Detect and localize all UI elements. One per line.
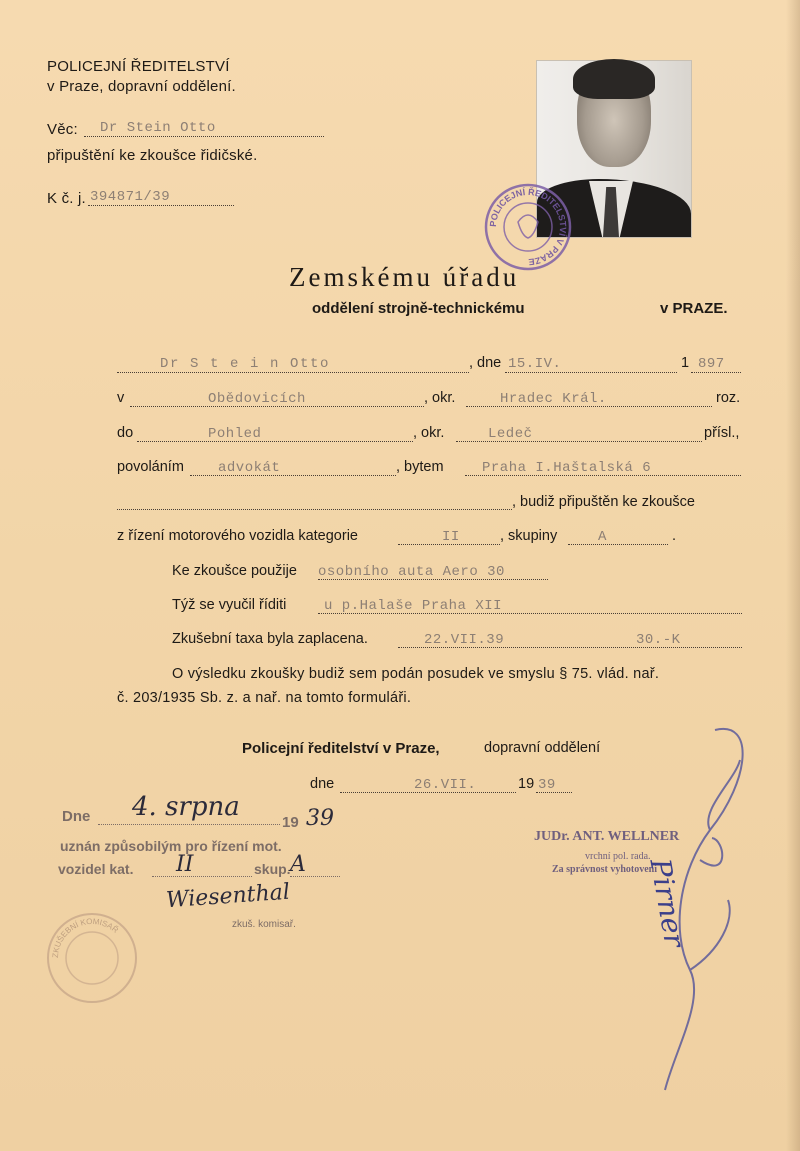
- issue-date-label: dne: [310, 776, 335, 792]
- vec-value: Dr Stein Otto: [100, 120, 216, 136]
- official-title: vrchní pol. rada.: [585, 851, 651, 862]
- born-label: roz.: [716, 390, 741, 406]
- police-seal-stamp: [483, 182, 573, 272]
- domicile-label: do: [117, 425, 134, 441]
- subject-line: připuštění ke zkoušce řidičské.: [47, 147, 258, 164]
- admission-text: , budiž připuštěn ke zkoušce: [512, 494, 695, 510]
- birth-date: 15.IV.: [508, 356, 562, 372]
- vec-line: [84, 136, 324, 137]
- examiner-signature: Wiesenthal: [165, 879, 291, 914]
- examiner-round-stamp: [44, 910, 140, 1006]
- office-name: POLICEJNÍ ŘEDITELSTVÍ: [47, 58, 230, 75]
- issue-year-prefix: 19: [518, 776, 535, 792]
- birth-year-prefix: 1: [681, 355, 690, 371]
- exam-date-line: [98, 824, 280, 825]
- domicile-line: [137, 441, 413, 442]
- district-label: , okr.: [424, 390, 456, 406]
- citizenship-label: přísl.,: [704, 425, 740, 441]
- exam-qualified-text: uznán způsobilým pro řízení mot.: [60, 838, 282, 854]
- vec-label: Věc:: [47, 121, 78, 138]
- round-stamp-text: ZKUŠEBNÍ KOMISAŘ: [50, 916, 120, 959]
- birth-year: 897: [698, 356, 725, 372]
- birthplace: Obědovicích: [208, 391, 306, 407]
- fee-label: Zkušební taxa byla zaplacena.: [172, 631, 368, 647]
- fee-date: 22.VII.39: [424, 632, 505, 648]
- birthplace-label: v: [117, 390, 125, 406]
- addressee-city: v PRAZE.: [660, 300, 728, 317]
- occupation: advokát: [218, 460, 281, 476]
- trained-by: u p.Halaše Praha XII: [324, 598, 503, 614]
- police-seal-text: POLICEJNÍ ŘEDITELSTVÍ V PRAZE: [487, 186, 569, 268]
- applicant-name: Dr S t e i n Otto: [160, 356, 331, 372]
- trained-by-label: Týž se vyučil říditi: [172, 597, 287, 613]
- official-note: Za správnost vyhotovení: [552, 864, 658, 875]
- domicile: Pohled: [208, 426, 262, 442]
- official-signature: Pirner: [643, 856, 692, 950]
- domicile-district-label: , okr.: [413, 425, 445, 441]
- vehicle-group: A: [598, 529, 607, 545]
- birth-date-line: [505, 372, 677, 373]
- exam-date: 4. srpna: [132, 792, 240, 822]
- residence-label: , bytem: [396, 459, 444, 475]
- exam-group: A: [290, 852, 306, 877]
- vehicle-category-label: z řízení motorového vozidla kategorie: [117, 528, 358, 544]
- examiner-label: zkuš. komisař.: [232, 919, 296, 930]
- exam-group-label: skup.: [254, 861, 291, 877]
- district: Hradec Král.: [500, 391, 607, 407]
- reference-line: [88, 205, 234, 206]
- group-period: .: [672, 528, 677, 544]
- vehicle-used: osobního auta Aero 30: [318, 564, 505, 580]
- exam-date-label: Dne: [62, 808, 91, 825]
- exam-year-prefix: 19: [282, 814, 299, 831]
- vehicle-category: II: [442, 529, 460, 545]
- birth-year-line: [691, 372, 741, 373]
- svg-text:ZKUŠEBNÍ KOMISAŘ: [51, 917, 120, 958]
- office-department: v Praze, dopravní oddělení.: [47, 78, 236, 95]
- reference-number: 394871/39: [90, 189, 171, 205]
- reference-label: K č. j.: [47, 190, 86, 207]
- name-line: [117, 372, 469, 373]
- assessment-line-1: O výsledku zkoušky budiž sem podán posudek ve smyslu § 75. vlád. nař.: [172, 666, 660, 682]
- addressee-department: oddělení strojně-technickému: [312, 300, 525, 317]
- exam-category-line: [152, 876, 252, 877]
- occupation-label: povoláním: [117, 459, 184, 475]
- blank-line: [117, 509, 512, 510]
- exam-year: 39: [306, 806, 334, 831]
- group-label: , skupiny: [500, 528, 558, 544]
- exam-category: II: [176, 852, 194, 877]
- issue-year: 39: [538, 777, 556, 793]
- paper-edge-shadow: [786, 0, 800, 1151]
- vehicle-used-label: Ke zkoušce použije: [172, 563, 297, 579]
- official-name: JUDr. ANT. WELLNER: [534, 829, 680, 844]
- domicile-district: Ledeč: [488, 426, 533, 442]
- svg-text:POLICEJNÍ ŘEDITELSTVÍ V PRAZE: [488, 186, 568, 267]
- issuer-name: Policejní ředitelství v Praze,: [242, 740, 440, 757]
- exam-category-label: vozidel kat.: [58, 861, 134, 877]
- residence: Praha I.Haštalská 6: [482, 460, 652, 476]
- issue-date: 26.VII.: [414, 777, 477, 793]
- issuer-department: dopravní oddělení: [484, 740, 601, 756]
- fee-amount: 30.-K: [636, 632, 681, 648]
- birth-date-label: , dne: [469, 355, 502, 371]
- group-line: [568, 544, 668, 545]
- assessment-line-2: č. 203/1935 Sb. z. a nař. na tomto formuláři.: [117, 690, 412, 706]
- addressee-title: Zemskému úřadu: [289, 262, 520, 292]
